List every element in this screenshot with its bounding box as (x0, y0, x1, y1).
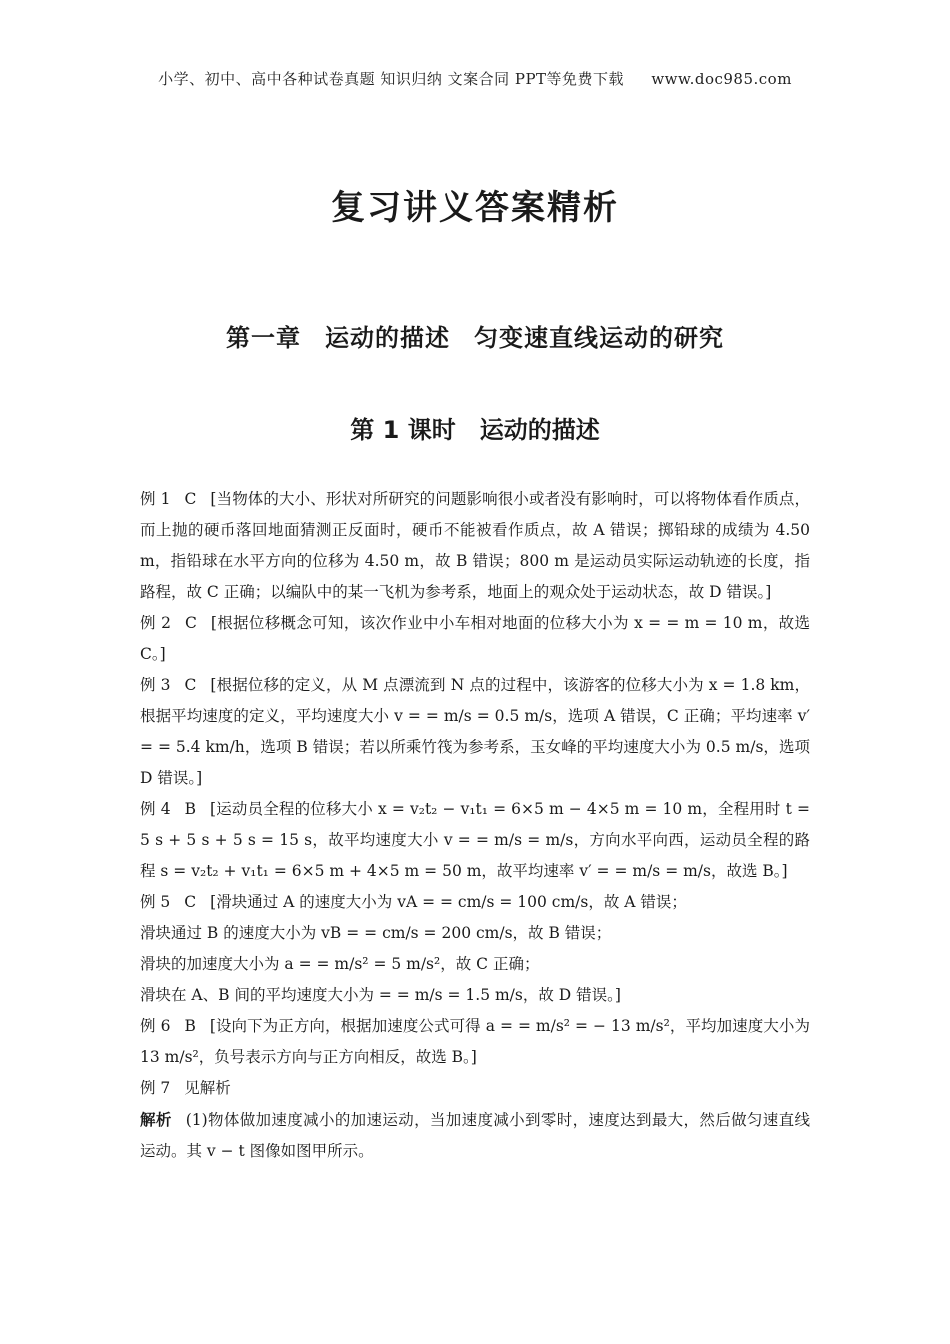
example-explanation: [根据位移的定义，从 M 点漂流到 N 点的过程中，该游客的位移大小为 x = 1.8 km，根据平均速度的定义，平均速度大小 v = = m/s = 0.5 m/s，选项 A 错误，C 正确；平均速率 v′ = = 5.4 km/h，选项 B 错误；若以所乘竹筏为参考系，玉女峰的平均速度大小为 0.5 m/s，选项 D 错误。] (140, 676, 810, 787)
analysis-text: (1)物体做加速度减小的加速运动，当加速度减小到零时，速度达到最大，然后做匀速直线运动。其 v − t 图像如图甲所示。 (140, 1111, 810, 1160)
example-explanation: [运动员全程的位移大小 x = v₂t₂ − v₁t₁ = 6×5 m − 4×5 m = 10 m，全程用时 t = 5 s + 5 s + 5 s = 15 s，故平均速度大小 v = = m/s = m/s，方向水平向西，运动员全程的路程 s = v₂t₂ + v₁t₁ = 6×5 m + 4×5 m = 50 m，故平均速率 v′ = = m/s = m/s，故选 B。] (140, 800, 810, 880)
document-title: 复习讲义答案精析 (331, 188, 619, 228)
chapter-label: 第一章 (226, 324, 301, 352)
example-answer: 见解析 (184, 1079, 231, 1097)
example-2 (140, 608, 810, 670)
example-explanation: [根据位移概念可知，该次作业中小车相对地面的位移大小为 x = = m = 10 m，故选 C。] (140, 614, 810, 663)
lesson-title: 运动的描述 (479, 416, 600, 444)
header-text: 小学、初中、高中各种试卷真题 知识归纳 文案合同 PPT等免费下载 (158, 70, 625, 88)
example-answer: C (184, 676, 197, 694)
header-url[interactable]: www.doc985.com (651, 70, 792, 88)
example-label: 例 3 (140, 676, 171, 694)
example-4 (140, 794, 810, 887)
example-label: 例 6 (140, 1017, 171, 1035)
chapter-title-a: 运动的描述 (325, 324, 450, 352)
analysis-label: 解析 (140, 1110, 172, 1129)
example-6 (140, 1011, 810, 1073)
example-label: 例 2 (140, 614, 171, 632)
example-5-line-d: 滑块在 A、B 间的平均速度大小为 = = m/s = 1.5 m/s，故 D 错误。] (140, 986, 621, 1004)
example-label: 例 4 (140, 800, 171, 818)
example-3 (140, 670, 810, 794)
example-answer: C (184, 614, 197, 632)
lesson-label: 第 1 课时 (350, 416, 456, 444)
example-1 (140, 484, 810, 608)
example-5-line-c: 滑块的加速度大小为 a = = m/s² = 5 m/s²，故 C 正确； (140, 955, 540, 973)
page-header-banner (0, 68, 950, 89)
example-label: 例 5 (140, 893, 171, 911)
chapter-title-b: 匀变速直线运动的研究 (474, 324, 724, 352)
example-explanation: [设向下为正方向，根据加速度公式可得 a = = m/s² = − 13 m/s²，平均加速度大小为 13 m/s²，负号表示方向与正方向相反，故选 B。] (140, 1017, 810, 1066)
example-explanation: [滑块通过 A 的速度大小为 vA = = cm/s = 100 cm/s，故 A 错误； (210, 893, 687, 911)
analysis-paragraph (140, 1104, 810, 1167)
example-7 (140, 1073, 810, 1104)
chapter-heading (0, 318, 950, 353)
example-5-line-b: 滑块通过 B 的速度大小为 vB = = cm/s = 200 cm/s，故 B 错误； (140, 924, 612, 942)
example-answer: B (184, 1017, 196, 1035)
example-label: 例 7 (140, 1079, 171, 1097)
example-answer: B (184, 800, 197, 818)
lesson-heading (0, 410, 950, 445)
example-5 (140, 887, 810, 918)
example-label: 例 1 (140, 490, 171, 508)
example-explanation: [当物体的大小、形状对所研究的问题影响很小或者没有影响时，可以将物体看作质点，而上抛的硬币落回地面猜测正反面时，硬币不能被看作质点，故 A 错误；掷铅球的成绩为 4.50 m，指铅球在水平方向的位移为 4.50 m，故 B 错误；800 m 是运动员实际运动轨迹的长度，指路程，故 C 正确；以编队中的某一飞机为参考系，地面上的观众处于运动状态，故 D 错误。] (140, 490, 810, 601)
example-answer: C (184, 893, 197, 911)
answer-content (140, 484, 810, 1167)
example-answer: C (184, 490, 197, 508)
